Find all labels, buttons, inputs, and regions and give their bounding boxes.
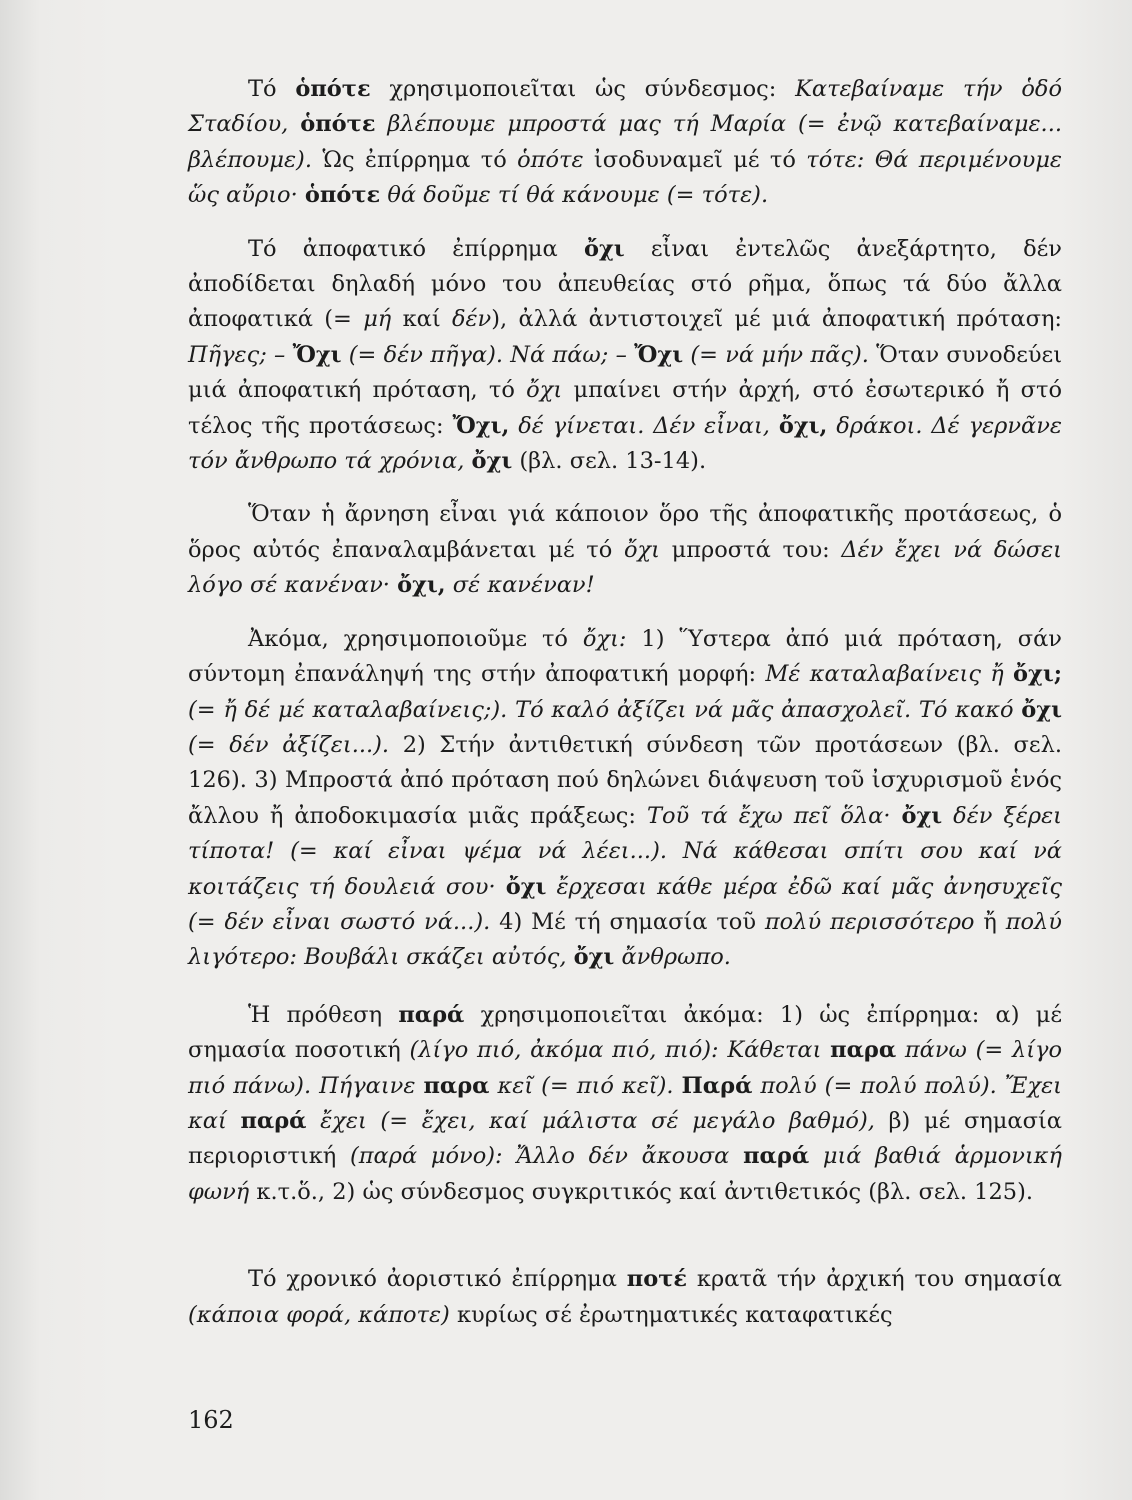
bold-term: παρά (743, 1143, 810, 1170)
text-run: χρησιμοποιεῖται ὡς σύνδεσμος: (370, 76, 796, 102)
italic-example: Δέν ἔχει νά δώσει λόγο σέ κανέναν· (188, 536, 1062, 599)
bold-term: παρά (398, 1001, 465, 1028)
italic-example: ὄχι: (582, 625, 627, 652)
bold-term: Ὄχι (634, 341, 684, 368)
text-run: Τό χρονικό ἀοριστικό ἐπίρρημα (248, 1266, 627, 1293)
italic-example: πάνω (= λίγο πιό πάνω). Πήγαινε (188, 1037, 1063, 1099)
paragraph-pote (188, 1262, 1062, 1333)
text-run: Ὡς ἐπίρρημα τό (311, 146, 518, 173)
italic-example: ἔρχεσαι κάθε μέρα ἐδῶ καί μᾶς ἀνησυχεῖς (= δέν εἶναι σωστό νά...). (188, 873, 1062, 935)
text-run: μπαίνει στήν ἀρχή, στό ἐσωτερικό ἤ στό τέλος τῆς προτάσεως: (188, 377, 1062, 439)
italic-example: ὁπότε (517, 146, 584, 173)
page-number: 162 (188, 1406, 234, 1434)
italic-example: ἄνθρωπο. (614, 944, 731, 971)
italic-example: πολύ (= πολύ πολύ). Ἔχει καί (188, 1072, 1063, 1134)
italic-example: (κάποια φορά, κάποτε) (188, 1301, 450, 1328)
bold-term: ὁπότε (300, 111, 376, 138)
text-run: β) μέ σημασία περιοριστική (188, 1107, 1062, 1170)
italic-example: μιά βαθιά ἁρμονική φωνή (188, 1143, 1063, 1205)
italic-example: σέ κανέναν! (445, 572, 595, 599)
bold-term: ὄχι (471, 448, 513, 475)
text-run: ), ἀλλά ἀντιστοιχεῖ μέ μιά ἀποφατική πρόταση: (491, 306, 1063, 333)
bold-term: παρά (240, 1107, 307, 1134)
italic-example: κεῖ (= πιό κεῖ). (489, 1072, 682, 1099)
text-run: κρατᾶ τήν ἀρχική του σημασία (687, 1266, 1062, 1293)
italic-example: πολύ λιγότερο: Βουβάλι σκάζει αὐτός, (188, 908, 1062, 971)
italic-example: Μέ καταλαβαίνεις ἤ (765, 661, 1014, 688)
italic-example: δέν (451, 306, 492, 333)
text-run: Ὅταν συνοδεύει μιά ἀποφατική πρόταση, τό (188, 341, 1063, 404)
paragraph-para (188, 998, 1062, 1210)
text-run: χρησιμοποιεῖται ἀκόμα: 1) ὡς ἐπίρρημα: α) μέ σημασία ποσοτική (188, 1001, 1062, 1064)
italic-example: (= νά μήν πᾶς). (683, 341, 869, 368)
italic-example: (παρά μόνο): Ἄλλο δέν ἄκουσα (349, 1143, 744, 1170)
text-run: ἤ (974, 908, 1006, 935)
bold-term: ὄχι; (1013, 661, 1063, 688)
bold-term: ὁπότε (295, 76, 371, 102)
text-run: 1) Ὕστερα ἀπό μιά πρόταση, σάν σύντομη ἐπανάληψή της στήν ἀποφατική μορφή: (188, 625, 1062, 688)
italic-example: Τοῦ τά ἔχω πεῖ ὅλα· (646, 802, 902, 829)
bold-term: ὄχι, (778, 412, 828, 439)
italic-example: δέ γίνεται. Δέν εἶναι, (509, 412, 779, 439)
italic-example: τότε: Θά περιμένουμε ὥς αὔριο· (188, 146, 1063, 209)
text-run: ἰσοδυναμεῖ μέ τό (583, 146, 807, 173)
italic-example: Κατεβαίναμε τήν ὁδό Σταδίου, (188, 76, 1062, 138)
italic-example: δράκοι. Δέ γερνᾶνε τόν ἄνθρωπο τά χρόνια, (188, 412, 1062, 475)
italic-example: (λίγο πιό, ἀκόμα πιό, πιό): Κάθεται (409, 1037, 831, 1064)
bold-term: ὄχι (1021, 696, 1062, 723)
bold-term: ὄχι (573, 944, 615, 971)
italic-example: ἔχει (= ἔχει, καί μάλιστα σέ μεγάλο βαθμό), (306, 1107, 875, 1134)
text-run: εἶναι ἐντελῶς ἀνεξάρτητο, δέν ἀποδίδεται δηλαδή μόνο του ἀπευθείας στό ρῆμα, ὅπως τά δύο ἄλλα ἀποφατικά (= (188, 235, 1062, 333)
italic-example: πολύ περισσότερο (764, 908, 975, 935)
text-run: Ἡ πρόθεση (248, 1001, 399, 1028)
bold-term: Ὄχι (292, 341, 342, 368)
bold-term: ὁπότε (304, 182, 381, 209)
italic-example: (= δέν πῆγα). Νά πάω; – (341, 341, 635, 368)
bold-term: ὄχι, (397, 572, 446, 599)
bold-term: ὄχι (583, 235, 625, 262)
italic-example: ὄχι (623, 536, 660, 563)
italic-example: μή (363, 306, 392, 333)
paragraph-ochi-term (188, 497, 1062, 603)
text-run: Τό ἀποφατικό ἐπίρρημα (248, 235, 584, 262)
italic-example: ὄχι (526, 377, 563, 404)
text-run: κ.τ.ὅ., 2) ὡς σύνδεσμος συγκριτικός καί ἀντιθετικός (βλ. σελ. 125). (249, 1178, 1034, 1205)
italic-example: θά δοῦμε τί θά κάνουμε (= τότε). (380, 182, 769, 209)
bold-term: Παρά (681, 1072, 753, 1099)
bold-term: ποτέ (626, 1266, 688, 1293)
body-text (188, 72, 1062, 1333)
text-run: (βλ. σελ. 13-14). (512, 448, 707, 475)
italic-example: δέν ξέρει τίποτα! (= καί εἶναι ψέμα νά λέει...). Νά κάθεσαι σπίτι σου καί νά κοιτάζεις τή δουλειά σου· (188, 802, 1063, 900)
paragraph-ochi-intro (188, 232, 1062, 480)
text-run: κυρίως σέ ἐρωτηματικές καταφατικές (449, 1301, 893, 1328)
bold-term: παρα (423, 1072, 490, 1099)
text-run: 2) Στήν ἀντιθετική σύνδεση τῶν προτάσεων (βλ. σελ. 126). 3) Μπροστά ἀπό πρόταση πού δηλώνει διάψευση τοῦ ἰσχυρισμοῦ ἑνός ἄλλου ἤ ἀποδοκιμασία μιᾶς πράξεως: (188, 731, 1062, 829)
italic-example: Πῆγες; – (188, 341, 293, 368)
italic-example: (= δέν ἀξίζει...). (188, 731, 390, 758)
italic-example: (= ἤ δέ μέ καταλαβαίνεις;). Τό καλό ἀξίζει νά μᾶς ἀπασχολεῖ. Τό κακό (188, 696, 1022, 723)
bold-term: Ὄχι, (452, 412, 510, 439)
paragraph-ochi-uses (188, 622, 1062, 976)
text-run: Ὅταν ἡ ἄρνηση εἶναι γιά κάποιον ὅρο τῆς ἀποφατικῆς προτάσεως, ὁ ὅρος αὐτός ἐπαναλαμβάνεται μέ τό (188, 501, 1062, 563)
text-run: μπροστά του: (659, 536, 842, 563)
text-run: καί (391, 306, 452, 333)
bold-term: ὄχι (505, 873, 547, 900)
text-run: Ἀκόμα, χρησιμοποιοῦμε τό (248, 625, 583, 652)
paragraph-opote (188, 72, 1062, 214)
text-run: Τό (248, 76, 296, 102)
text-run: 4) Μέ τή σημασία τοῦ (490, 908, 765, 935)
bold-term: ὄχι (901, 802, 943, 829)
bold-term: παρα (830, 1037, 897, 1064)
italic-example: βλέπουμε μπροστά μας τή Μαρία (= ἐνῷ κατεβαίναμε... βλέπουμε). (188, 111, 1062, 173)
